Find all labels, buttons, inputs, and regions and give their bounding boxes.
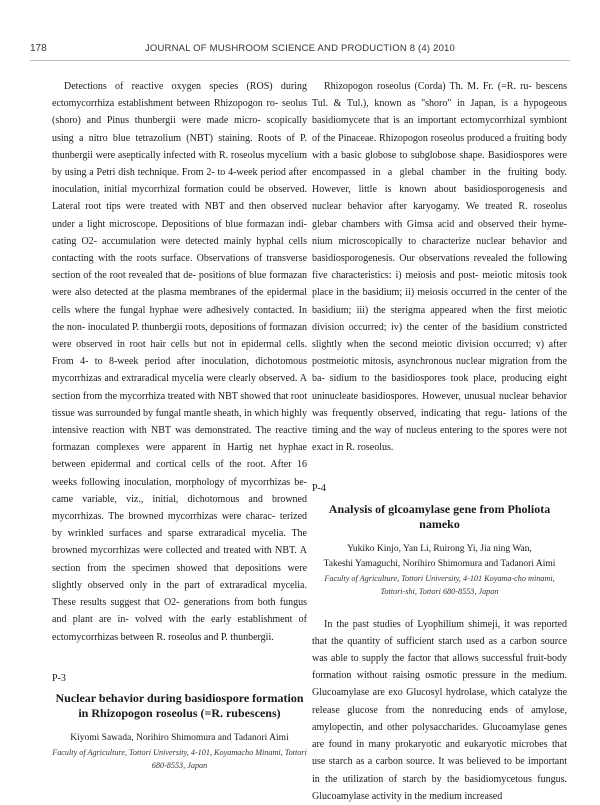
- authors-p4-line2: Takeshi Yamaguchi, Norihiro Shimomura and Tadanori Aimi: [323, 558, 556, 569]
- header-rule: [30, 60, 570, 61]
- affiliation-p3: Faculty of Agriculture, Tottori University, 4-101, Koyamacho Minami, Tottori 680-8553, Japan: [52, 747, 307, 770]
- affiliation-p4: Faculty of Agriculture, Tottori University, 4-101 Koyama-cho minami, Tottori-shi, Tottori 680-8553, Japan: [324, 573, 555, 596]
- left-column: [52, 78, 307, 772]
- authors-p4-line1: Yukiko Kinjo, Yan Li, Ruirong Yi, Jia ning Wan,: [347, 543, 532, 554]
- abstract-p3-body: Rhizopogon roseolus (Corda) Th. M. Fr. (=R. ru- bescens Tul. & Tul.), known as "shoro" in Japan, is a hypogeous basidiomycete that is an important ectomycorrhizal symbiont of the Pinaceae. Rhizopogon roseolus produced a fruiting body with a basic globose to subglobose shape. Basidiospores were encompassed in a glebal chamber in the fruiting body. However, little is known about basidiosporogenesis and nuclear behavior after karyogamy. We treated R. roseolus glebar chambers with Gimsa acid and observed their hyme- nium microscopically to characterize nuclear behavior and basidiosporogenesis. Our observations revealed the following five characteristics: i) meiosis and post- meiotic mitosis took place in the basidium; ii) meiosis occurred in the center of the basidium; iii) the sterigma appeared when the first meiotic division occurred; iv) the center of the basidium constricted slightly when the second meiotic division occurred; v) after postmeiotic mitosis, asynchronous nuclear migration from the ba- sidium to the basidiospores took place, producing eight uninucleate basidiospores. However, unusual nuclear behavior was frequently observed, indicating that regu- lations of the timing and the way of nucleus entering to the spores were not exact in R. roseolus.: [312, 81, 568, 454]
- journal-running-head: JOURNAL OF MUSHROOM SCIENCE AND PRODUCTION 8 (4) 2010: [144, 43, 456, 54]
- right-column: [312, 78, 567, 805]
- page-number: 178: [30, 43, 47, 54]
- abstract-p2-body: Detections of reactive oxygen species (ROS) during ectomycorrhiza establishment between Rhizopogon ro- seolus (shoro) and Pinus thunbergii were made micro- scopically using a nitro blue tetrazolium (NBT) staining. Roots of P. thunbergii were aseptically infected with R. roseolus mycelium by using a Petri dish technique. From 2- to 4-week period after inoculation, initial mycorrhizal formation could be observed. Lateral root tips were treated with NBT and then observed under a light microscope. Depositions of blue formazan indi- cating O2- accumulation were detected mainly hyphal cells contacting with the roots surface. Observations of transverse section of the root revealed that de- positions of blue formazan were also detected at the plasma membranes of the epidermal cells where the fungal hyphae were adhesively contacted. In the non- inoculated P. thunbergii roots, depositions of formazan were observed in root hair cells but not in epidermal cells. From 4- to 8-week period after inoculation, dichotomous mycorrhizas and extraradical mycelia were clearly observed. A section from the mycorrhiza treated with NBT showed that root tissue was surrounded by fungal mantle sheath, in which highly intensive reaction with NBT was demonstrated. The reactive formazan complexes were apparent in Hartig net hyphae between epidermal and cortical cells of the root. After 16 weeks following inoculation, morphology of mycorrhizas be- came variable, viz., initial, dichotomous and browned mycorrhizas. The browned mycorrhizas were charac- terized by wrinkled surfaces and sparse extraradical mycelia. The browned mycorrhizas were collected and treated with NBT. A section from the specimen showed that depositions were slightly observed only in the part of extraradical mycelia. These results suggest that O2- generations from both fungus and plant are in- volved with the early establishment of ectomycorrhizas between R. roseolus and P. thunbergii.: [52, 81, 308, 643]
- abstract-id-p4: P-4: [312, 483, 326, 495]
- authors-p3: Kiyomi Sawada, Norihiro Shimomura and Tadanori Aimi: [70, 732, 289, 743]
- abstract-title-p3: Nuclear behavior during basidiospore formation in Rhizopogon roseolus (=R. rubescens): [55, 690, 304, 720]
- abstract-id-p3: P-3: [52, 672, 66, 684]
- abstract-p4-body: In the past studies of Lyophilium shimeji, it was reported that the quantity of sufficient starch used as a carbon source was able to supply the factor that allows successful fruit-body formation without raising osmotic pressure in the medium. Glucoamylase are exo Glucosyl hydrolase, which catalyze the release glucose from the nonreducing ends of amylose, amylopectin, and other polysaccharides. Glucoamylase genes are found in many prokaryotic and eukaryotic microbes that use starch as a carbon source. It was believed to be important in the utilization of starch by the basidiomycetous fungus. Glucoamylase activity in the medium increased: [312, 618, 568, 802]
- abstract-title-p4: Analysis of glcoamylase gene from Pholiota nameko: [328, 501, 551, 531]
- page-header: [0, 43, 600, 57]
